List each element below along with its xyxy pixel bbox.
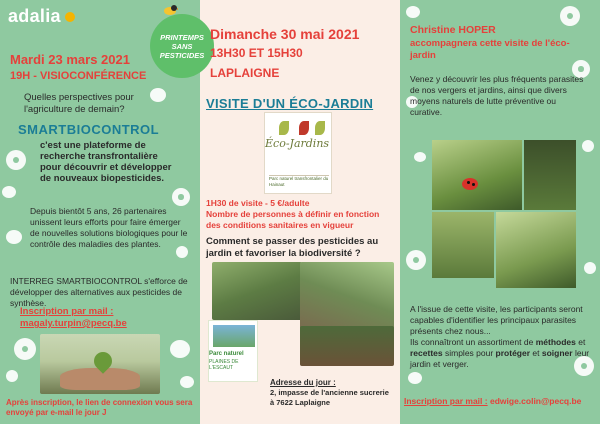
left-inscription-email[interactable]: magaly.turpin@pecq.be (20, 318, 127, 329)
garden-photo (212, 262, 302, 320)
outcome-keyword: protéger (495, 348, 531, 358)
address-text: 2, impasse de l'ancienne sucrerie à 7622 Laplaigne (270, 388, 389, 407)
garden-photo (300, 262, 394, 330)
outcome-keyword: soigner (541, 348, 573, 358)
decor-blob (584, 262, 596, 274)
parc-logo-picture (213, 325, 255, 347)
decor-blob (408, 372, 422, 384)
sprout-photo (40, 334, 160, 394)
eco-jardins-logo (264, 112, 332, 194)
visit-outcome (410, 304, 590, 370)
decor-blob (2, 186, 16, 198)
right-inscription-label: Inscription par mail : (404, 396, 488, 406)
visit-duration: 1H30 de visite - 5 €/adulte (206, 198, 310, 208)
outcome-keyword: méthodes (535, 337, 576, 347)
address-label: Adresse du jour : (270, 378, 336, 387)
decor-blob (560, 6, 580, 26)
aphid-photo (524, 140, 576, 210)
visit-question: Comment se passer des pesticides au jardin et favoriser la biodiversité ? (206, 236, 379, 259)
visit-date: Dimanche 30 mai 2021 (210, 26, 360, 42)
left-inscription (20, 306, 190, 330)
speaker-role: accompagnera cette visite de l'éco-jardin (410, 38, 570, 61)
insect-photo-grid (432, 140, 576, 288)
decor-blob (14, 338, 36, 360)
project-description: c'est une plateforme de recherche transfrontalière pour découvrir et développer de nouveaux biopesticides. (40, 140, 172, 184)
beetle-photo (496, 212, 576, 288)
visit-time: 13H30 ET 15H30 (210, 46, 303, 60)
parc-logo-sub: PLAINES DE L'ESCAUT (209, 359, 239, 371)
parc-naturel-logo (208, 320, 258, 382)
outcome-keyword: recettes (410, 348, 443, 358)
left-event-date: Mardi 23 mars 2021 (10, 52, 130, 67)
ladybug-icon (462, 178, 478, 190)
visit-outcome-1: A l'issue de cette visite, les participants seront capables d'identifier les principaux parasites présents chez nous... (410, 304, 583, 336)
right-inscription (404, 396, 596, 406)
project-title: SMARTBIOCONTROL (18, 122, 160, 137)
visit-participants: Nombre de personnes à définir en fonction des conditions sanitaires en vigueur (206, 209, 380, 230)
left-event-time: 19H - VISIOCONFÉRENCE (10, 70, 147, 82)
leaf-icon (299, 121, 309, 135)
decor-blob (414, 152, 426, 162)
decor-blob (170, 340, 190, 358)
brand-logo-mark (65, 12, 75, 22)
visit-title: VISITE D'UN ÉCO-JARDIN (206, 96, 374, 111)
decor-blob (406, 250, 426, 270)
decor-blob (180, 376, 194, 388)
ladybug-photo (432, 140, 522, 210)
outcome-text: simples pour (444, 348, 494, 358)
left-question: Quelles perspectives pour l'agriculture de demain? (24, 92, 134, 115)
outcome-text: et (532, 348, 540, 358)
leaf-icon (279, 121, 289, 135)
left-inscription-label: Inscription par mail : (20, 306, 114, 317)
leaf-photo (432, 212, 494, 278)
speaker-name: Christine HOPER (410, 24, 496, 36)
eco-logo-text: Éco-Jardins (265, 137, 330, 150)
decor-blob (406, 6, 420, 18)
decor-blob (6, 370, 18, 382)
left-footer-note: Après inscription, le lien de connexion vous sera envoyé par e-mail le jour J (6, 398, 193, 417)
visit-outcome-2 (410, 337, 590, 370)
eco-logo-sub: Parc naturel transfrontalier du Hainaut (269, 176, 329, 187)
decor-blob (6, 150, 26, 170)
parc-logo-title: Parc naturel (209, 351, 244, 357)
outcome-text: Ils connaîtront un assortiment de (410, 337, 534, 347)
brand-logo-text: adalia (8, 6, 61, 26)
spring-badge-text: PRINTEMPS SANS PESTICIDES (159, 32, 205, 60)
decor-blob (582, 140, 594, 152)
brand-logo (8, 6, 75, 27)
interreg-text: INTERREG SMARTBIOCONTROL s'efforce de développer des alternatives aux pesticides de synthèse. (10, 276, 188, 308)
visit-place: LAPLAIGNE (210, 66, 280, 80)
visit-intro: Venez y découvrir les plus fréquents parasites de nos vergers et jardins, ainsi que divers moyens naturels de lutte préventive ou curative. (410, 74, 584, 117)
outcome-text: leur jardin et verger. (410, 348, 590, 369)
spring-badge (150, 14, 214, 78)
right-inscription-email[interactable]: edwige.colin@pecq.be (489, 396, 582, 406)
garden-photo (300, 326, 394, 366)
project-body: Depuis bientôt 5 ans, 26 partenaires unissent leurs efforts pour faire émerger de nouvelles solutions biologiques pour le contrôle des maladies des plantes. (30, 206, 188, 249)
decor-blob (172, 188, 190, 206)
leaf-icon (315, 121, 325, 135)
decor-blob (6, 230, 22, 244)
outcome-text: et (578, 337, 586, 347)
